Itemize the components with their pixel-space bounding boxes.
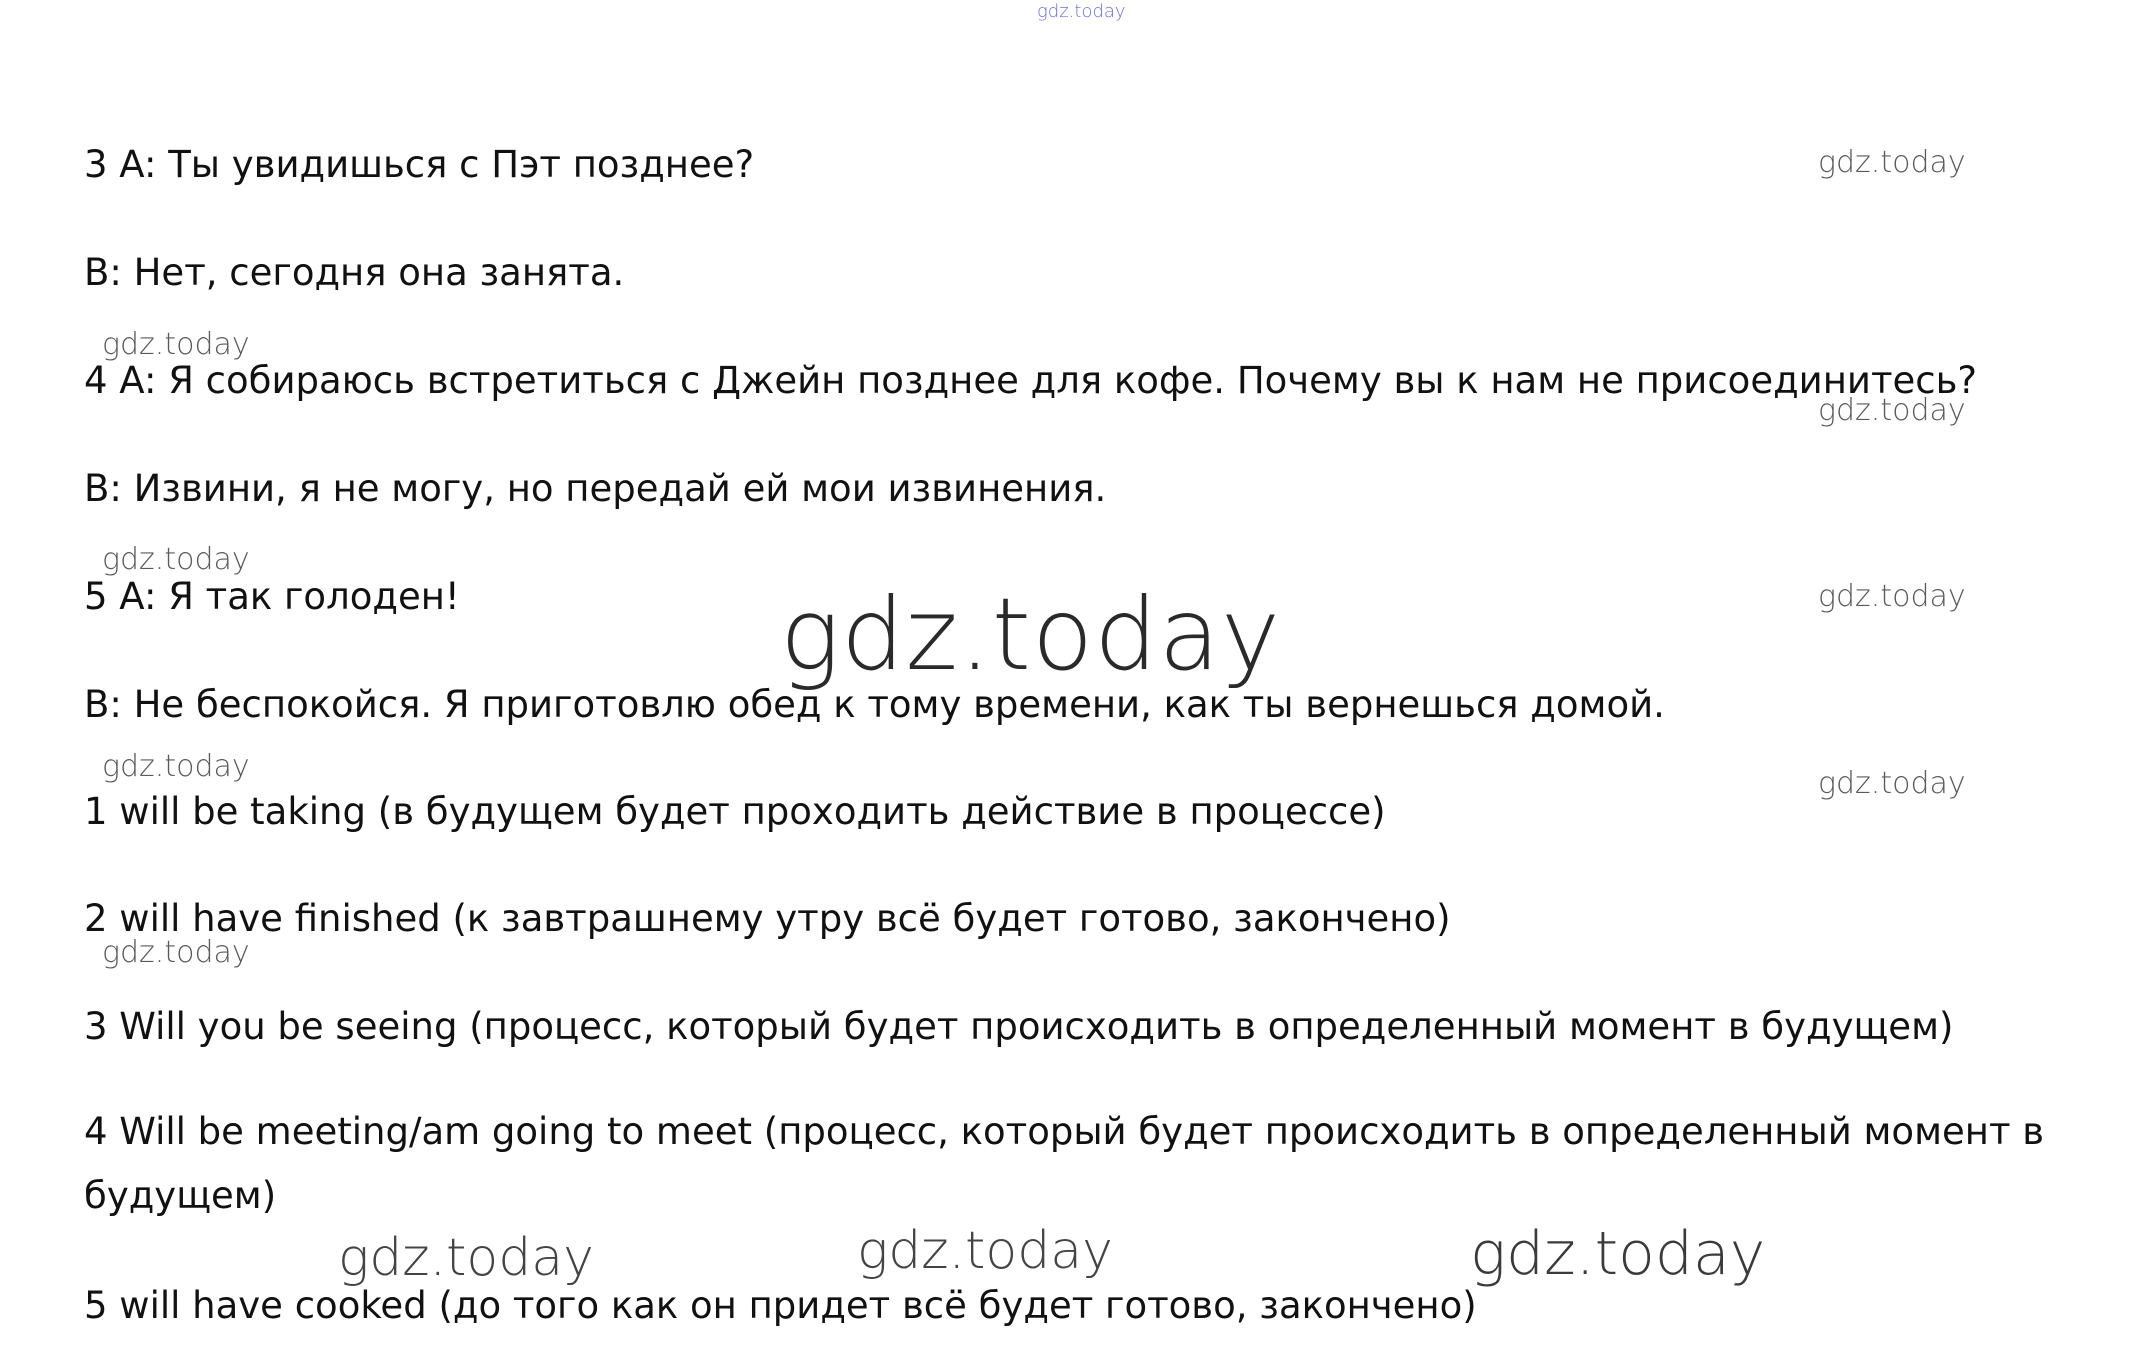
watermark-bottom-left: gdz.today	[338, 1228, 594, 1288]
watermark-left-2: gdz.today	[102, 542, 250, 577]
answer-line-1: 1 will be taking (в будущем будет проходить действие в процессе)	[84, 790, 1386, 833]
dialogue-line-4a: 4 A: Я собираюсь встретиться с Джейн позднее для кофе. Почему вы к нам не присоединитесь?	[84, 359, 1978, 402]
watermark-right-2: gdz.today	[1818, 393, 1966, 428]
watermark-left-1: gdz.today	[102, 327, 250, 362]
dialogue-line-5b: B: Не беспокойся. Я приготовлю обед к тому времени, как ты вернешься домой.	[84, 683, 1665, 726]
watermark-left-4: gdz.today	[102, 935, 250, 970]
watermark-bottom-middle: gdz.today	[857, 1221, 1113, 1281]
watermark-bottom-right: gdz.today	[1470, 1219, 1766, 1289]
dialogue-line-3a: 3 A: Ты увидишься с Пэт позднее?	[84, 143, 755, 186]
watermark-left-3: gdz.today	[102, 749, 250, 784]
watermark-top: gdz.today	[1037, 1, 1126, 22]
watermark-center-large: gdz.today	[780, 576, 1282, 693]
answer-line-4: 4 Will be meeting/am going to meet (процесс, который будет происходить в определенный момент в будущем)	[84, 1110, 2045, 1217]
answer-line-5: 5 will have cooked (до того как он придет всё будет готово, закончено)	[84, 1284, 1477, 1327]
dialogue-line-3b: B: Нет, сегодня она занята.	[84, 251, 625, 294]
watermark-right-3: gdz.today	[1818, 579, 1966, 614]
dialogue-line-4b: B: Извини, я не могу, но передай ей мои извинения.	[84, 467, 1107, 510]
dialogue-line-5a: 5 A: Я так голоден!	[84, 575, 460, 618]
answer-line-2: 2 will have finished (к завтрашнему утру всё будет готово, закончено)	[84, 897, 1451, 940]
watermark-right-1: gdz.today	[1818, 145, 1966, 180]
answer-line-3: 3 Will you be seeing (процесс, который будет происходить в определенный момент в будущем)	[84, 1005, 1954, 1048]
watermark-right-4: gdz.today	[1818, 766, 1966, 801]
